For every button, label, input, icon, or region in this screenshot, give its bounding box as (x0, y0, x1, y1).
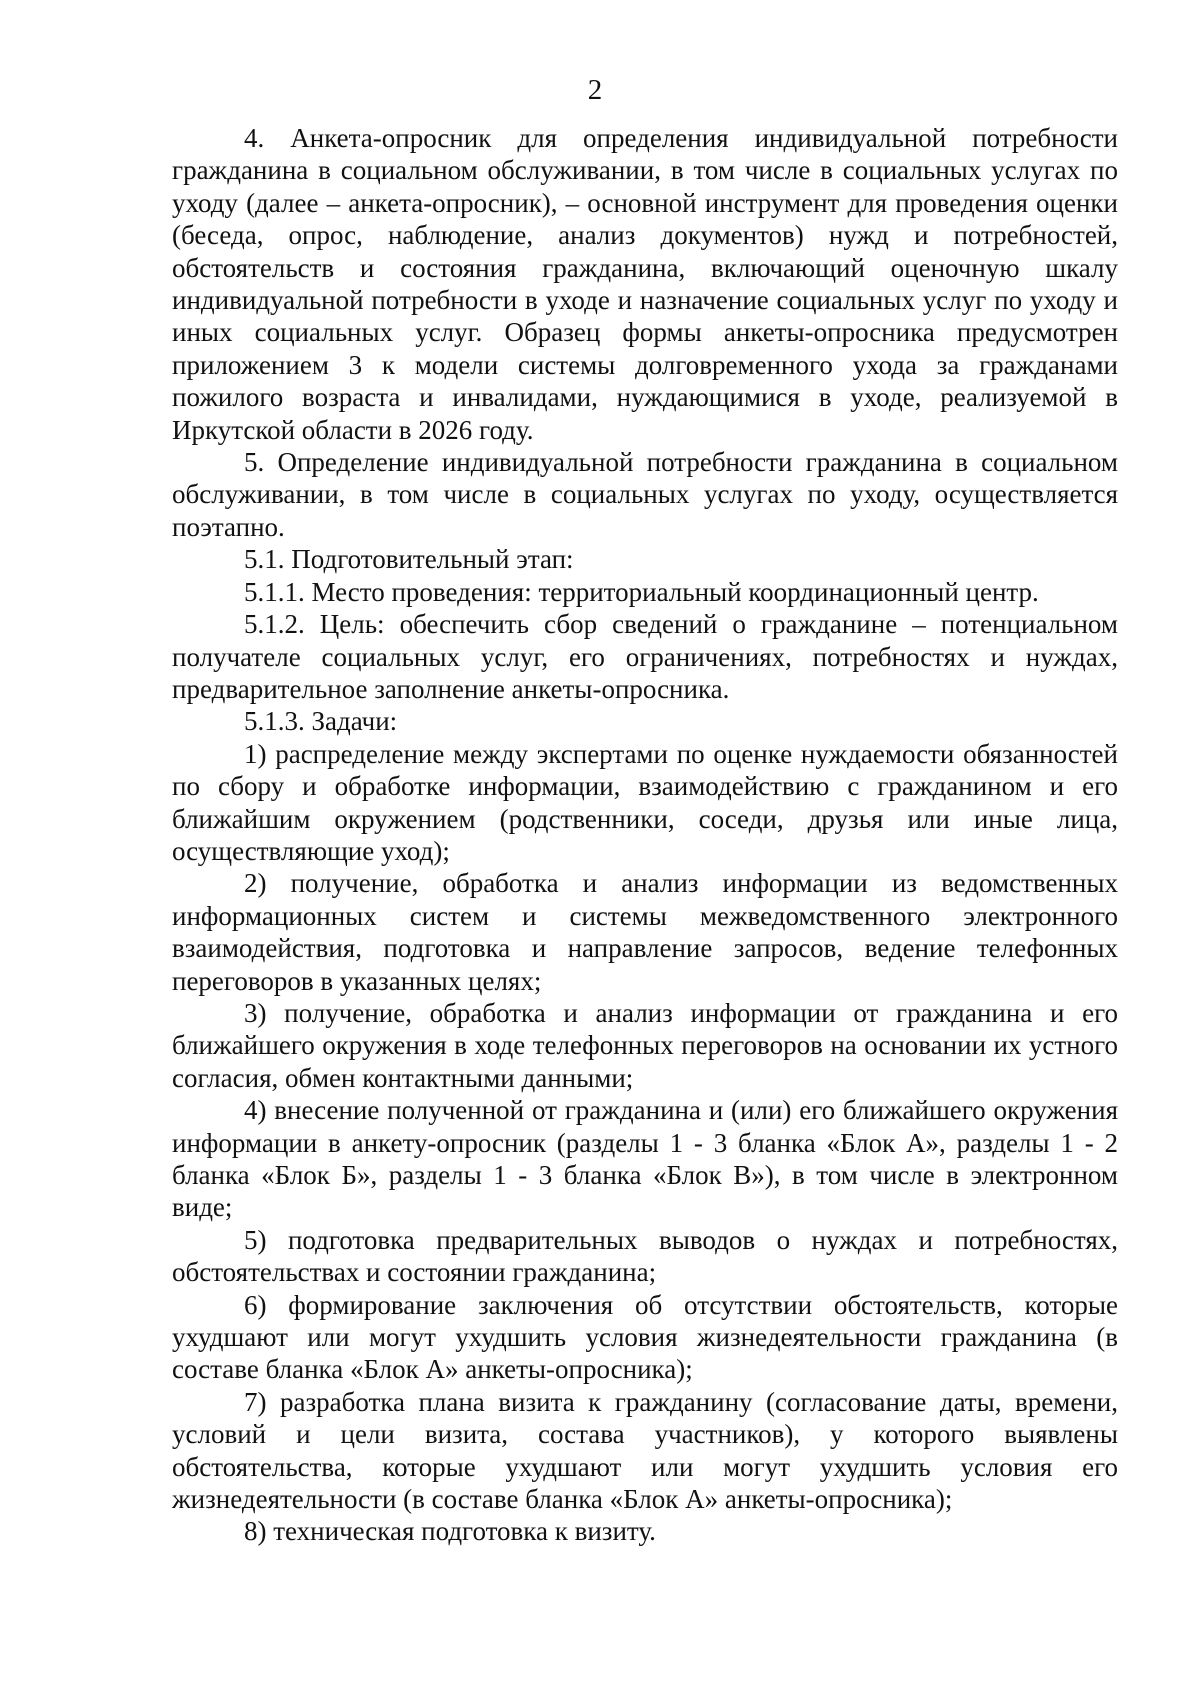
page-number: 2 (587, 74, 603, 106)
list-item: 5) подготовка предварительных выводов о нуждах и потребностях, обстоятельствах и состоянии гражданина; (172, 1224, 1118, 1288)
paragraph-stage-heading: 5.1. Подготовительный этап: (244, 544, 574, 575)
list-item: 2) получение, обработка и анализ информации из ведомственных информационных систем и системы межведомственного электронного взаимодействия, подготовка и направление запросов, ведение телефонных переговоров в указанных целях; (172, 868, 1118, 996)
document-body (172, 122, 1118, 1548)
list-item: 8) техническая подготовка к визиту. (244, 1516, 656, 1547)
list-item: 4) внесение полученной от гражданина и (или) его ближайшего окружения информации в анкету-опросник (разделы 1 - 3 бланка «Блок А», разделы 1 - 2 бланка «Блок Б», разделы 1 - 3 бланка «Блок В»), в том числе в электронном виде; (172, 1095, 1118, 1223)
paragraph-goal: 5.1.2. Цель: обеспечить сбор сведений о гражданине – потенциальном получателе социальных услуг, его ограничениях, потребностях и нуждах, предварительное заполнение анкеты-опросника. (172, 609, 1118, 704)
list-item: 6) формирование заключения об отсутствии обстоятельств, которые ухудшают или могут ухудшить условия жизнедеятельности гражданина (в составе бланка «Блок А» анкеты-опросника); (172, 1289, 1118, 1385)
paragraph-tasks-heading: 5.1.3. Задачи: (244, 706, 398, 737)
paragraph-item-5: 5. Определение индивидуальной потребности гражданина в социальном обслуживании, в том числе в социальных услугах по уходу, осуществляется поэтапно. (172, 447, 1118, 542)
list-item: 3) получение, обработка и анализ информации от гражданина и его ближайшего окружения в ходе телефонных переговоров на основании их устного согласия, обмен контактными данными; (172, 997, 1118, 1093)
paragraph-item-4: 4. Анкета-опросник для определения индивидуальной потребности гражданина в социальном обслуживании, в том числе в социальных услугах по уходу (далее – анкета-опросник), – основной инструмент для проведения оценки (беседа, опрос, наблюдение, анализ документов) нужд и потребностей, обстоятельств и состояния гражданина, включающий оценочную шкалу индивидуальной потребности в уходе и назначение социальных услуг по уходу и иных социальных услуг. Образец формы анкеты-опросника предусмотрен приложением 3 к модели системы долговременного ухода за гражданами пожилого возраста и инвалидами, нуждающимися в уходе, реализуемой в Иркутской области в 2026 году. (172, 123, 1118, 445)
list-item: 7) разработка плана визита к гражданину (согласование даты, времени, условий и цели визита, состава участников), у которого выявлены обстоятельства, которые ухудшают или могут ухудшить условия его жизнедеятельности (в составе бланка «Блок А» анкеты-опросника); (172, 1386, 1118, 1515)
paragraph-location: 5.1.1. Место проведения: территориальный координационный центр. (244, 576, 1039, 607)
list-item: 1) распределение между экспертами по оценке нуждаемости обязанностей по сбору и обработке информации, взаимодействию с гражданином и его ближайшим окружением (родственники, соседи, друзья или иные лица, осуществляющие уход); (172, 738, 1118, 866)
